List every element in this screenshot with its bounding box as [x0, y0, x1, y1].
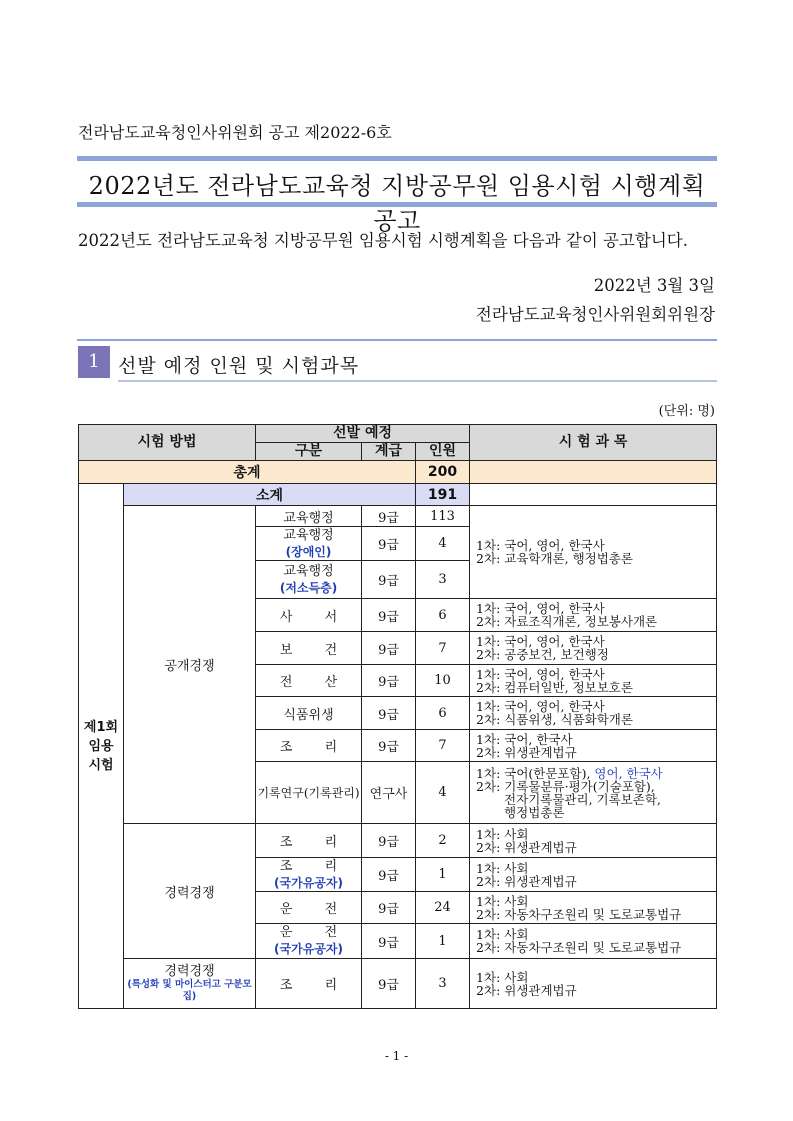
header-grade: 계급	[362, 443, 416, 461]
row-count: 4	[416, 762, 470, 824]
group-career: 경력경쟁	[124, 824, 256, 959]
row-subjects: 1차: 사회 2차: 자동차구조원리 및 도로교통법규	[470, 892, 717, 924]
notice-signer: 전라남도교육청인사위원회위원장	[475, 305, 715, 324]
row-grade: 9급	[362, 527, 416, 561]
title-rule-bottom	[77, 202, 717, 207]
row-category: 운 전	[256, 892, 362, 924]
row-category: 교육행정	[256, 506, 362, 527]
unit-label: (단위: 명)	[658, 404, 715, 419]
row-grade: 9급	[362, 892, 416, 924]
page-title: 2022년도 전라남도교육청 지방공무원 임용시험 시행계획 공고	[88, 172, 706, 235]
row-category: 조 리	[256, 959, 362, 1009]
row-subjects: 1차: 사회 2차: 위생관계법규	[470, 959, 717, 1009]
row-category: 교육행정 (저소득층)	[256, 561, 362, 599]
row-grade: 9급	[362, 506, 416, 527]
group-open: 공개경쟁	[124, 506, 256, 824]
header-category: 구분	[256, 443, 362, 461]
row-subjects: 1차: 국어, 한국사 2차: 위생관계법규	[470, 730, 717, 762]
row-count: 4	[416, 527, 470, 561]
selection-table	[78, 424, 717, 1009]
title-rule-top	[77, 156, 717, 161]
row-count: 113	[416, 506, 470, 527]
row-subjects: 1차: 국어(한문포함), 영어, 한국사 2차: 기록물분류·평가(기술포함), 전자기록물관리, 기록보존학, 행정법총론	[470, 762, 717, 824]
intro-text: 2022년도 전라남도교육청 지방공무원 임용시험 시행계획을 다음과 같이 공고합니다.	[78, 231, 688, 250]
section-rule-bottom	[118, 380, 717, 382]
row-grade: 연구사	[362, 762, 416, 824]
group-career-special: 경력경쟁 (특성화 및 마이스터고 구분모집)	[124, 959, 256, 1009]
table-row	[79, 506, 717, 527]
header-method: 시험 방법	[79, 425, 256, 461]
row-category: 조 리 (국가유공자)	[256, 858, 362, 892]
subtotal-value: 191	[416, 484, 470, 506]
section-rule-top	[77, 339, 717, 341]
row-subjects: 1차: 국어, 영어, 한국사 2차: 컴퓨터일반, 정보보호론	[470, 665, 717, 697]
total-label: 총계	[79, 461, 416, 484]
row-grade: 9급	[362, 959, 416, 1009]
row-count: 7	[416, 730, 470, 762]
row-count: 6	[416, 599, 470, 632]
row-grade: 9급	[362, 730, 416, 762]
row-category: 조 리	[256, 824, 362, 858]
header-planned: 선발 예정	[256, 425, 470, 443]
row-count: 3	[416, 561, 470, 599]
row-subjects: 1차: 사회 2차: 위생관계법규	[470, 824, 717, 858]
row-category: 전 산	[256, 665, 362, 697]
row-subjects: 1차: 국어, 영어, 한국사 2차: 자료조직개론, 정보봉사개론	[470, 599, 717, 632]
row-category: 운 전 (국가유공자)	[256, 924, 362, 959]
table-row	[79, 959, 717, 1009]
row-count: 7	[416, 632, 470, 665]
row-grade: 9급	[362, 599, 416, 632]
section-title: 선발 예정 인원 및 시험과목	[118, 355, 360, 377]
row-category: 보 건	[256, 632, 362, 665]
row-grade: 9급	[362, 632, 416, 665]
row-grade: 9급	[362, 665, 416, 697]
round-label: 제1회 임용 시험	[79, 484, 124, 1009]
row-category: 조 리	[256, 730, 362, 762]
row-grade: 9급	[362, 924, 416, 959]
row-grade: 9급	[362, 858, 416, 892]
header-count: 인원	[416, 443, 470, 461]
table-row-total	[79, 461, 717, 484]
table-row-subtotal	[79, 484, 717, 506]
row-category: 교육행정 (장애인)	[256, 527, 362, 561]
row-count: 1	[416, 858, 470, 892]
row-category: 사 서	[256, 599, 362, 632]
row-count: 6	[416, 697, 470, 730]
page-number: - 1 -	[384, 1049, 409, 1063]
row-subjects: 1차: 사회 2차: 위생관계법규	[470, 858, 717, 892]
row-category: 기록연구(기록관리)	[256, 762, 362, 824]
total-value: 200	[416, 461, 470, 484]
row-grade: 9급	[362, 561, 416, 599]
row-subjects: 1차: 사회 2차: 자동차구조원리 및 도로교통법규	[470, 924, 717, 959]
section-number: 1	[78, 346, 110, 378]
table-row	[79, 824, 717, 858]
row-grade: 9급	[362, 697, 416, 730]
row-subjects: 1차: 국어, 영어, 한국사 2차: 식품위생, 식품화학개론	[470, 697, 717, 730]
header-subjects: 시 험 과 목	[470, 425, 717, 461]
row-count: 24	[416, 892, 470, 924]
row-subjects: 1차: 국어, 영어, 한국사 2차: 교육학개론, 행정법총론	[470, 506, 717, 599]
subtotal-label: 소계	[124, 484, 416, 506]
row-grade: 9급	[362, 824, 416, 858]
row-count: 10	[416, 665, 470, 697]
row-count: 1	[416, 924, 470, 959]
row-category: 식품위생	[256, 697, 362, 730]
row-subjects: 1차: 국어, 영어, 한국사 2차: 공중보건, 보건행정	[470, 632, 717, 665]
row-count: 3	[416, 959, 470, 1009]
notice-number: 전라남도교육청인사위원회 공고 제2022-6호	[78, 123, 392, 142]
row-count: 2	[416, 824, 470, 858]
notice-date: 2022년 3월 3일	[593, 276, 715, 295]
